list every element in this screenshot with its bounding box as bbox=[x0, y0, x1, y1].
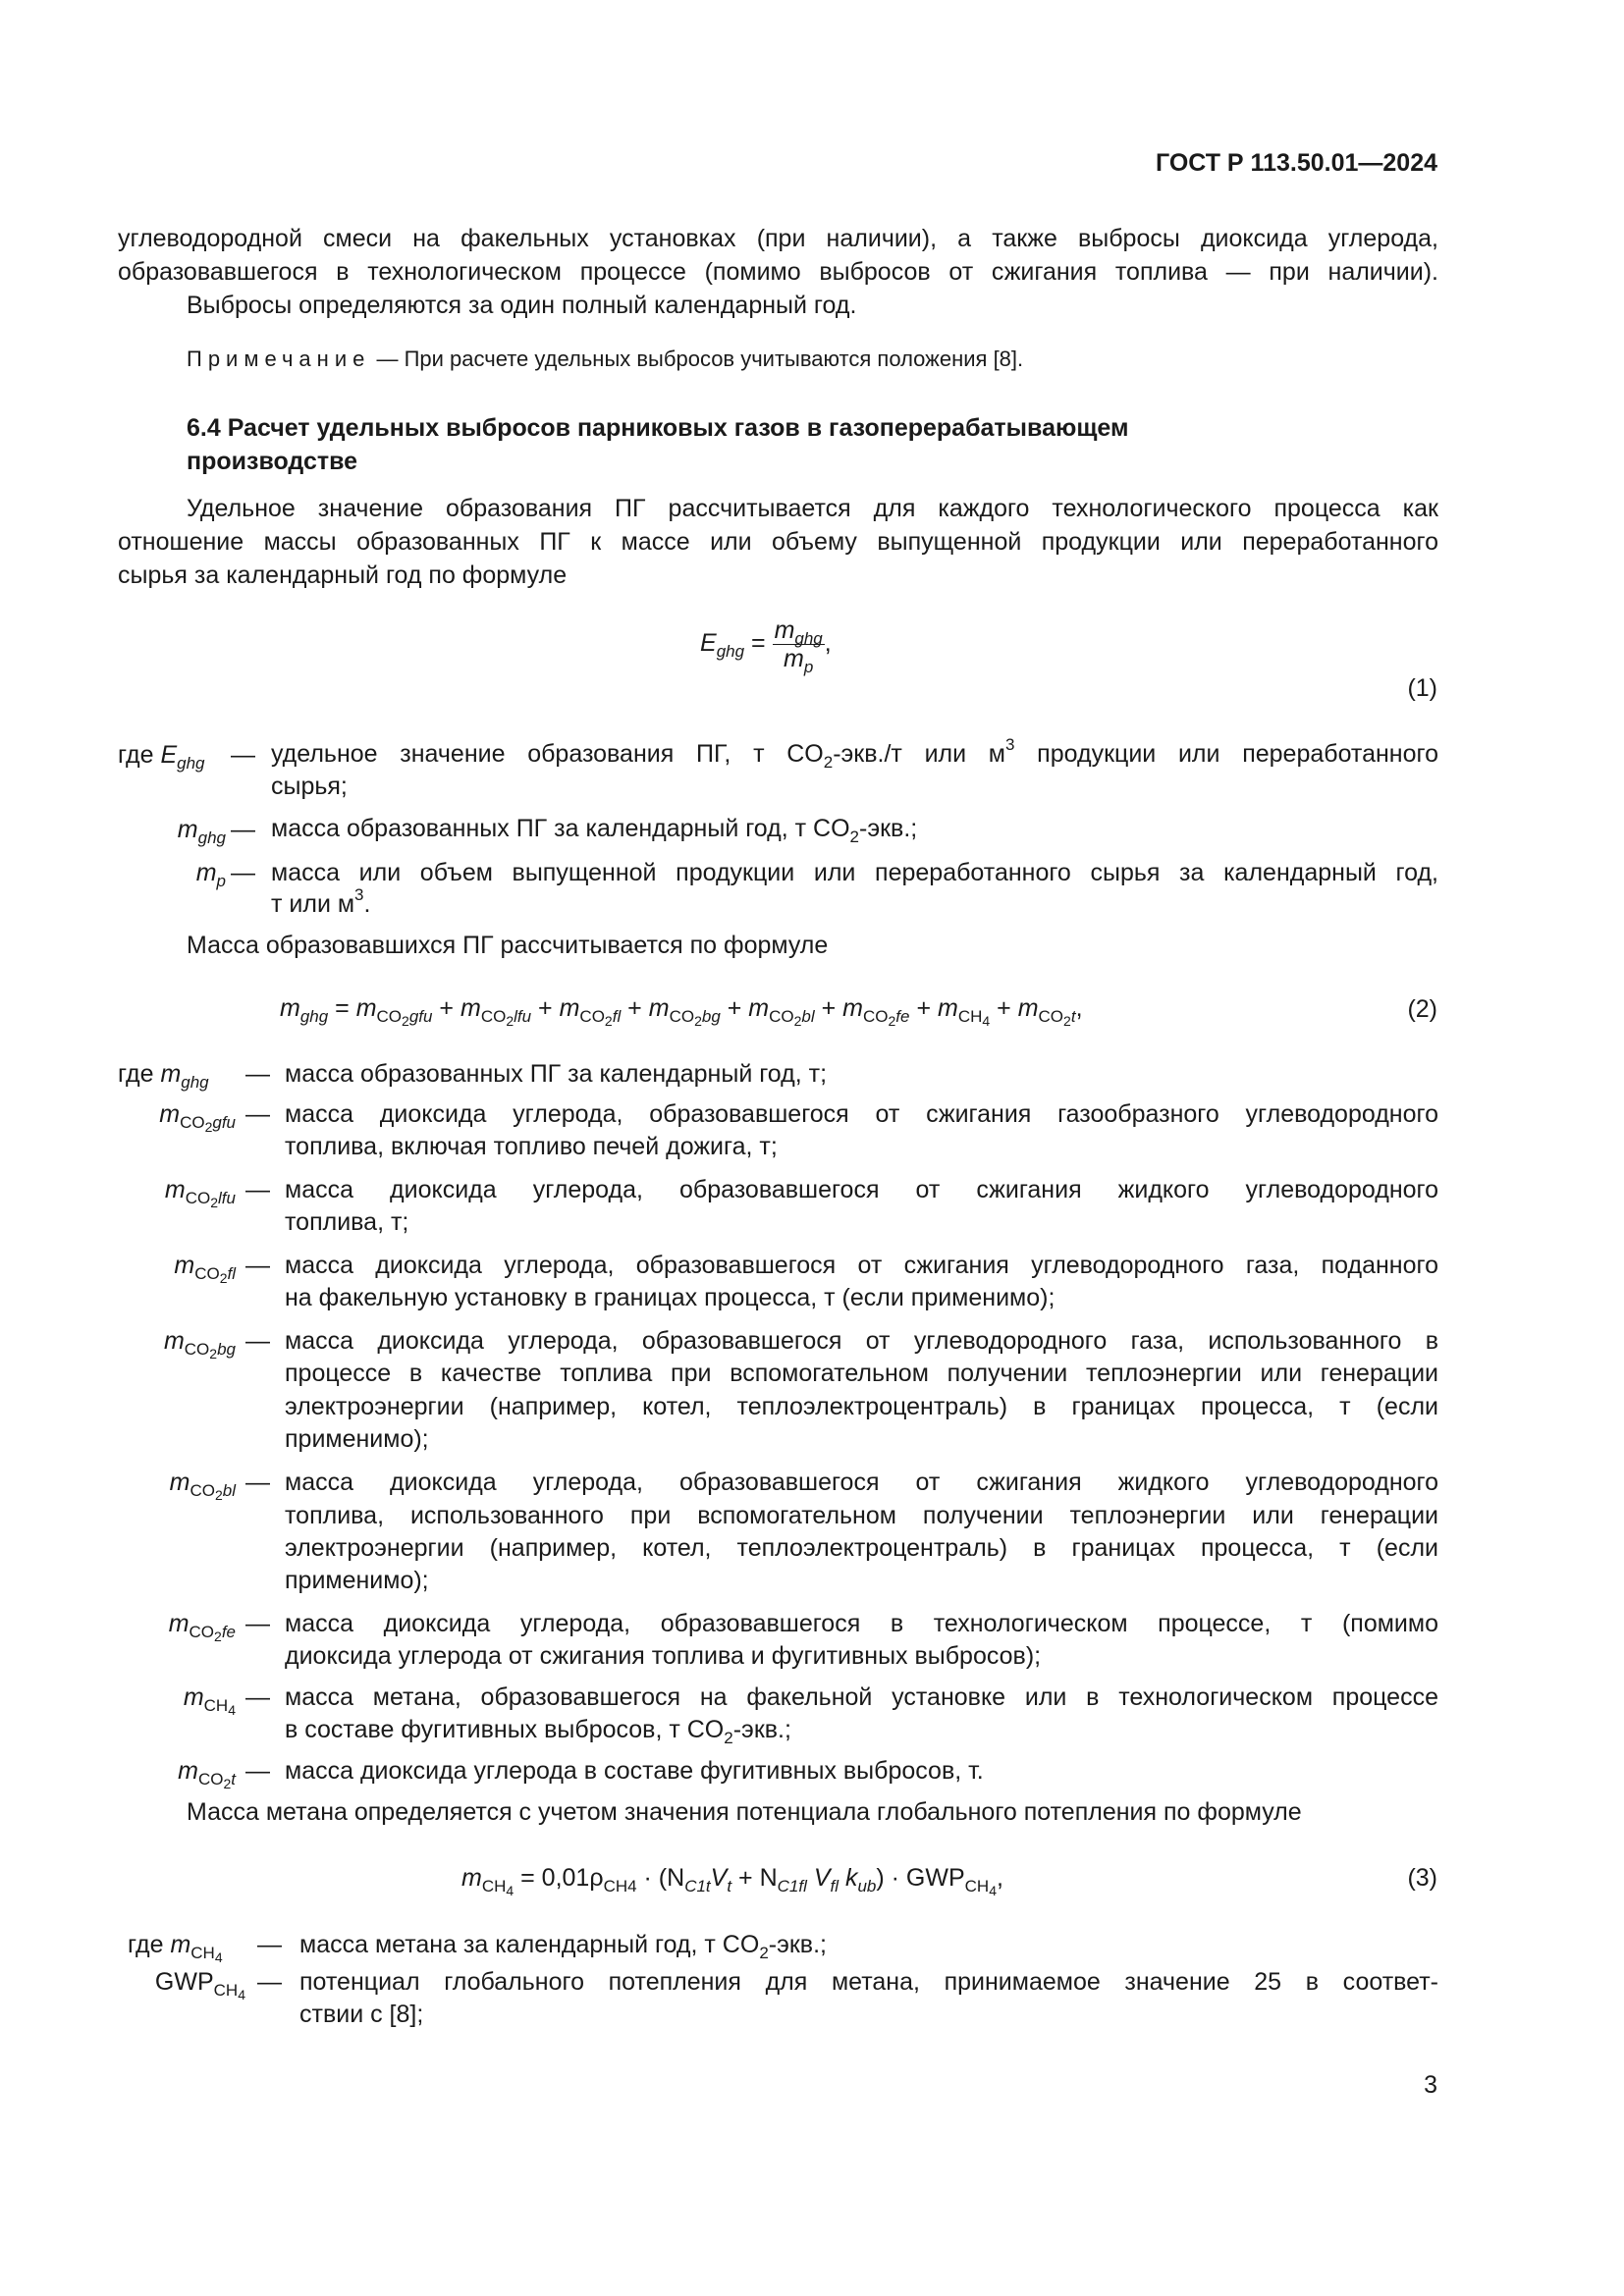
def-dash: — bbox=[257, 1968, 282, 1996]
page-number: 3 bbox=[1424, 2071, 1437, 2099]
def-co2bl-line-3: электроэнергии (например, котел, теплоэлектроцентраль) в границах процесса, т (если bbox=[285, 1534, 1438, 1562]
formula-1-numerator-sub: ghg bbox=[794, 629, 823, 648]
def-symbol-m-co2lfu: $m_{CO_2lfu}$ bbox=[164, 1176, 236, 1210]
section-heading-line-2: производстве bbox=[187, 448, 358, 475]
def-dash: — bbox=[245, 1327, 270, 1355]
def-symbol-gwp-ch4: $GWP_{CH_4}$ bbox=[154, 1968, 245, 2002]
intro-line-3: Выбросы определяются за один полный календарный год. bbox=[187, 292, 857, 319]
def-co2fe-line-1: масса диоксида углерода, образовавшегося в технологическом процессе, т (помимо bbox=[285, 1610, 1438, 1637]
def-dash: — bbox=[231, 741, 255, 769]
formula-1: $E_{ghg}$ = $\frac{m_{ghg}}{m_p}$ , bbox=[700, 616, 832, 676]
def-co2lfu-line-2: топлива, т; bbox=[285, 1208, 409, 1236]
formula-3: $m_{CH_4} = 0,01\rho_{CH4} \cdot (N_{C1t}V_t + N_{C1fl}$ $V_{fl}$ $k_{ub}) \cdot GWP_{CH_4}$, bbox=[461, 1864, 1003, 1898]
def-symbol-m-ghg-2: где $m_{ghg}$ bbox=[118, 1060, 209, 1092]
def-dash: — bbox=[245, 1757, 270, 1785]
def-co2bl-line-2: топлива, использованного при вспомогательном получении теплоэнергии или генерации bbox=[285, 1502, 1438, 1529]
def-symbol-m-co2t: $m_{CO_2t}$ bbox=[178, 1757, 236, 1791]
def-dash: — bbox=[231, 859, 255, 886]
def-gwp-line-2: ствии с [8]; bbox=[299, 2001, 424, 2028]
section-para-line-2: отношение массы образованных ПГ к массе или объему выпущенной продукции или переработанного bbox=[118, 528, 1438, 556]
def-co2bg-line-3: электроэнергии (например, котел, теплоэлектроцентраль) в границах процесса, т (если bbox=[285, 1393, 1438, 1420]
formula-3-number: (3) bbox=[1407, 1864, 1437, 1892]
def-ch4-line-1: масса метана, образовавшегося на факельной установке или в технологическом процессе bbox=[285, 1683, 1438, 1711]
document-id-header: ГОСТ Р 113.50.01—2024 bbox=[1155, 149, 1437, 177]
def-m-p-line-1: масса или объем выпущенной продукции или переработанного сырья за календарный год, bbox=[271, 859, 1438, 886]
para-mass-formula-intro: Масса образовавшихся ПГ рассчитывается по формуле bbox=[187, 932, 829, 959]
def-E-ghg-line-2: сырья; bbox=[271, 773, 348, 800]
def-dash: — bbox=[257, 1931, 282, 1958]
def-symbol-m-ghg: $m_{ghg}$ bbox=[177, 816, 226, 847]
formula-2: $m_{ghg} = m_{CO_2gfu} + m_{CO_2lfu} + m_{CO_2fl} + m_{CO_2bg} + m_{CO_2bl} + m_{CO_2fe} + m_{CH_4} + m_{CO_2t}$, bbox=[280, 994, 1083, 1029]
def-symbol-m-p: $m_p$ bbox=[195, 859, 226, 890]
def-dash: — bbox=[245, 1683, 270, 1711]
def-co2bl-line-1: масса диоксида углерода, образовавшегося от сжигания жидкого углеводородного bbox=[285, 1468, 1438, 1496]
def-co2fe-line-2: диоксида углерода от сжигания топлива и фугитивных выбросов); bbox=[285, 1642, 1042, 1670]
def-symbol-E-ghg: где $E_{ghg}$ bbox=[118, 741, 205, 773]
def-m-ch4-2-line: масса метана за календарный год, т $CO_2$-экв.; bbox=[299, 1931, 827, 1962]
def-symbol-m-co2bl: $m_{CO_2bl}$ bbox=[169, 1468, 236, 1503]
note-text: — При расчете удельных выбросов учитываются положения [8]. bbox=[370, 347, 1024, 371]
def-co2bg-line-2: процессе в качестве топлива при вспомогательном получении теплоэнергии или генерации bbox=[285, 1360, 1438, 1387]
section-para-line-3: сырья за календарный год по формуле bbox=[118, 561, 568, 589]
formula-1-numerator: m bbox=[774, 616, 795, 644]
def-symbol-m-co2fe: $m_{CO_2fe}$ bbox=[168, 1610, 236, 1644]
def-dash: — bbox=[245, 1176, 270, 1203]
formula-1-denominator-sub: p bbox=[803, 658, 814, 676]
section-heading-line-1: 6.4 Расчет удельных выбросов парниковых газов в газоперерабатывающем bbox=[187, 414, 1129, 442]
def-co2fl-line-1: масса диоксида углерода, образовавшегося от сжигания углеводородного газа, поданного bbox=[285, 1252, 1438, 1279]
def-dash: — bbox=[245, 1252, 270, 1279]
def-symbol-m-co2gfu: $m_{CO_2gfu}$ bbox=[159, 1100, 236, 1135]
def-symbol-m-co2bg: $m_{CO_2bg}$ bbox=[163, 1327, 236, 1362]
formula-2-number: (2) bbox=[1407, 995, 1437, 1023]
def-co2bl-line-4: применимо); bbox=[285, 1567, 429, 1594]
formula-1-denominator: m bbox=[784, 645, 804, 672]
def-co2t-line-1: масса диоксида углерода в составе фугитивных выбросов, т. bbox=[285, 1757, 984, 1785]
def-symbol-m-co2fl: $m_{CO_2fl}$ bbox=[174, 1252, 236, 1286]
formula-1-number: (1) bbox=[1407, 674, 1437, 702]
def-ch4-line-2: в составе фугитивных выбросов, т $CO_2$-экв.; bbox=[285, 1716, 791, 1747]
def-symbol-m-ch4: $m_{CH_4}$ bbox=[183, 1683, 236, 1718]
def-dash: — bbox=[245, 1610, 270, 1637]
def-co2fl-line-2: на факельную установку в границах процесса, т (если применимо); bbox=[285, 1284, 1056, 1311]
def-gwp-line-1: потенциал глобального потепления для метана, принимаемое значение 25 в соответ- bbox=[299, 1968, 1438, 1996]
def-m-ghg-line-1: масса образованных ПГ за календарный год, т $CO_2$-экв.; bbox=[271, 815, 918, 846]
section-para-line-1: Удельное значение образования ПГ рассчитывается для каждого технологического процесса как bbox=[187, 495, 1438, 522]
note bbox=[187, 344, 1023, 374]
formula-1-fraction bbox=[773, 616, 825, 676]
intro-line-2: образовавшегося в технологическом процессе (помимо выбросов от сжигания топлива — при наличии). bbox=[118, 258, 1438, 286]
formula-1-lhs: E bbox=[700, 629, 717, 658]
def-co2gfu-line-2: топлива, включая топливо печей дожига, т; bbox=[285, 1133, 778, 1160]
def-dash: — bbox=[245, 1100, 270, 1128]
def-co2bg-line-1: масса диоксида углерода, образовавшегося от углеводородного газа, использованного в bbox=[285, 1327, 1438, 1355]
def-m-p-line-2: т или $м^3$. bbox=[271, 885, 371, 918]
def-co2gfu-line-1: масса диоксида углерода, образовавшегося от сжигания газообразного углеводородного bbox=[285, 1100, 1438, 1128]
def-symbol-m-ch4-2: где $m_{CH_4}$ bbox=[128, 1931, 223, 1965]
def-dash: — bbox=[245, 1468, 270, 1496]
def-dash: — bbox=[245, 1060, 270, 1088]
intro-line-1: углеводородной смеси на факельных установках (при наличии), а также выбросы диоксида углерода, bbox=[118, 225, 1438, 252]
note-label: Примечание bbox=[187, 347, 371, 371]
formula-1-lhs-sub: ghg bbox=[716, 642, 745, 662]
para-methane-formula-intro: Масса метана определяется с учетом значения потенциала глобального потепления по формуле bbox=[187, 1798, 1302, 1826]
def-m-ghg-2-line: масса образованных ПГ за календарный год, т; bbox=[285, 1060, 828, 1088]
def-E-ghg-line-1: удельное значение образования ПГ, т $CO_2-экв./т$ или $м^3$ продукции или переработанного bbox=[271, 735, 1438, 772]
def-co2lfu-line-1: масса диоксида углерода, образовавшегося от сжигания жидкого углеводородного bbox=[285, 1176, 1438, 1203]
def-co2bg-line-4: применимо); bbox=[285, 1425, 429, 1453]
def-dash: — bbox=[231, 816, 255, 843]
